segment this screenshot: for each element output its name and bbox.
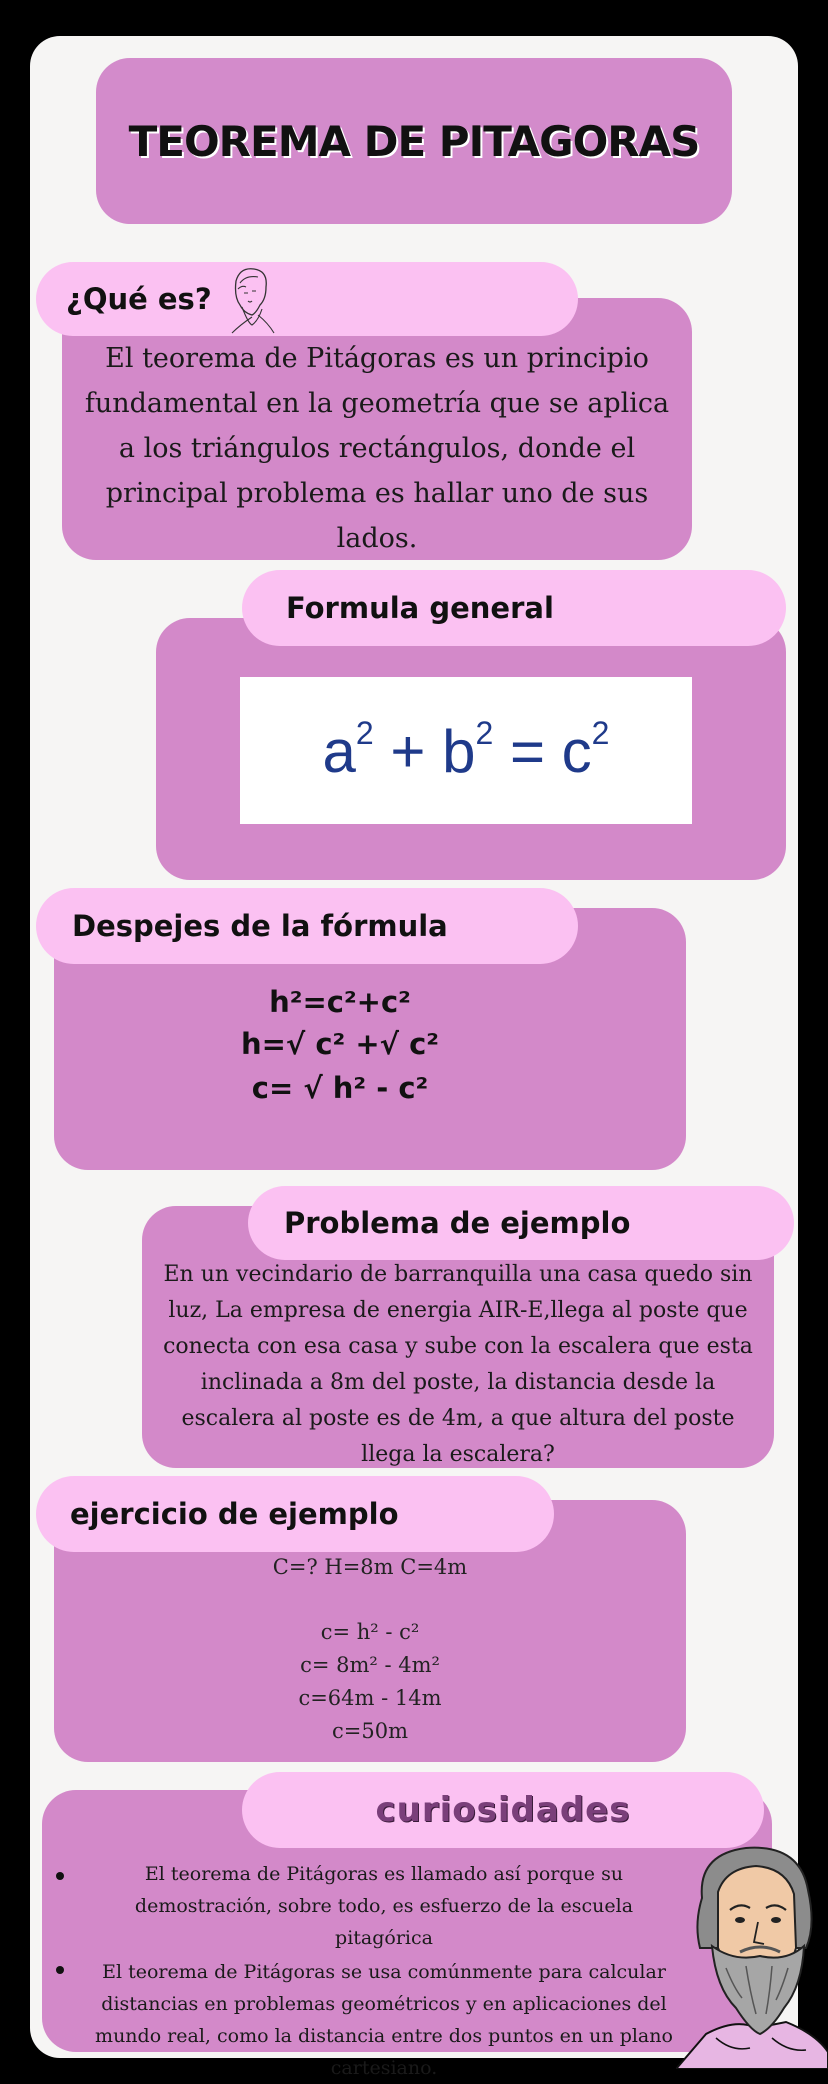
formula-card bbox=[240, 677, 692, 824]
que-es-pill bbox=[36, 262, 578, 336]
formula-equals: = bbox=[509, 718, 545, 785]
formula-b: b bbox=[442, 718, 476, 785]
curiosidad-item: El teorema de Pitágoras se usa comúnmente para calcular distancias en problemas geométricos y en aplicaciones del mundo real, como la distancia entre dos puntos en un plano cartesiano. bbox=[95, 1961, 673, 2079]
problema-heading: Problema de ejemplo bbox=[284, 1206, 631, 1240]
ejercicio-line: c=50m bbox=[332, 1719, 408, 1743]
bullet-icon bbox=[56, 1966, 64, 1974]
que-es-heading: ¿Qué es? bbox=[66, 282, 212, 316]
pythagorean-formula bbox=[323, 715, 610, 786]
que-es-text: El teorema de Pitágoras es un principio fundamental en la geometría que se aplica a los triángulos rectángulos, donde el principal problema es hallar uno de sus lados. bbox=[84, 343, 670, 554]
formula-c-exponent: 2 bbox=[591, 715, 610, 751]
ejercicio-line: c=64m - 14m bbox=[298, 1686, 442, 1710]
despejes-heading: Despejes de la fórmula bbox=[72, 909, 448, 943]
despeje-line: h=√ c² +√ c² bbox=[240, 1027, 439, 1061]
problema-text: En un vecindario de barranquilla una casa quedo sin luz, La empresa de energia AIR-E,llega al poste que conecta con esa casa y sube con la escalera que esta inclinada a 8m del poste, la distancia desde la escalera al poste es de 4m, a que altura del poste llega la escalera? bbox=[163, 1262, 753, 1467]
pythagoras-portrait-icon bbox=[676, 1838, 828, 2069]
pythagoras-sketch-icon bbox=[222, 263, 278, 335]
ejercicio-heading: ejercicio de ejemplo bbox=[70, 1497, 399, 1531]
formula-b-exponent: 2 bbox=[475, 715, 494, 751]
curiosidades-heading: curiosidades bbox=[375, 1790, 631, 1830]
formula-pill bbox=[242, 570, 786, 646]
despeje-line: c= √ h² - c² bbox=[251, 1071, 429, 1105]
curiosidades-pill bbox=[242, 1772, 764, 1848]
formula-heading: Formula general bbox=[286, 591, 554, 625]
title-banner bbox=[96, 58, 732, 224]
ejercicio-line: c= h² - c² bbox=[320, 1620, 420, 1644]
bullet-icon bbox=[56, 1872, 64, 1880]
formula-a-exponent: 2 bbox=[355, 715, 374, 751]
ejercicio-line: C=? H=8m C=4m bbox=[272, 1555, 468, 1579]
despeje-line: h²=c²+c² bbox=[269, 985, 411, 1019]
formula-plus: + bbox=[390, 718, 426, 785]
ejercicio-line: c= 8m² - 4m² bbox=[300, 1653, 440, 1677]
page-title: TEOREMA DE PITAGORAS bbox=[128, 116, 700, 166]
despejes-pill bbox=[36, 888, 578, 964]
formula-c: c bbox=[561, 718, 592, 785]
problema-pill bbox=[248, 1186, 794, 1260]
formula-a: a bbox=[322, 718, 356, 785]
ejercicio-pill bbox=[36, 1476, 554, 1552]
curiosidad-item: El teorema de Pitágoras es llamado así porque su demostración, sobre todo, es esfuerzo de la escuela pitagórica bbox=[134, 1863, 634, 1949]
